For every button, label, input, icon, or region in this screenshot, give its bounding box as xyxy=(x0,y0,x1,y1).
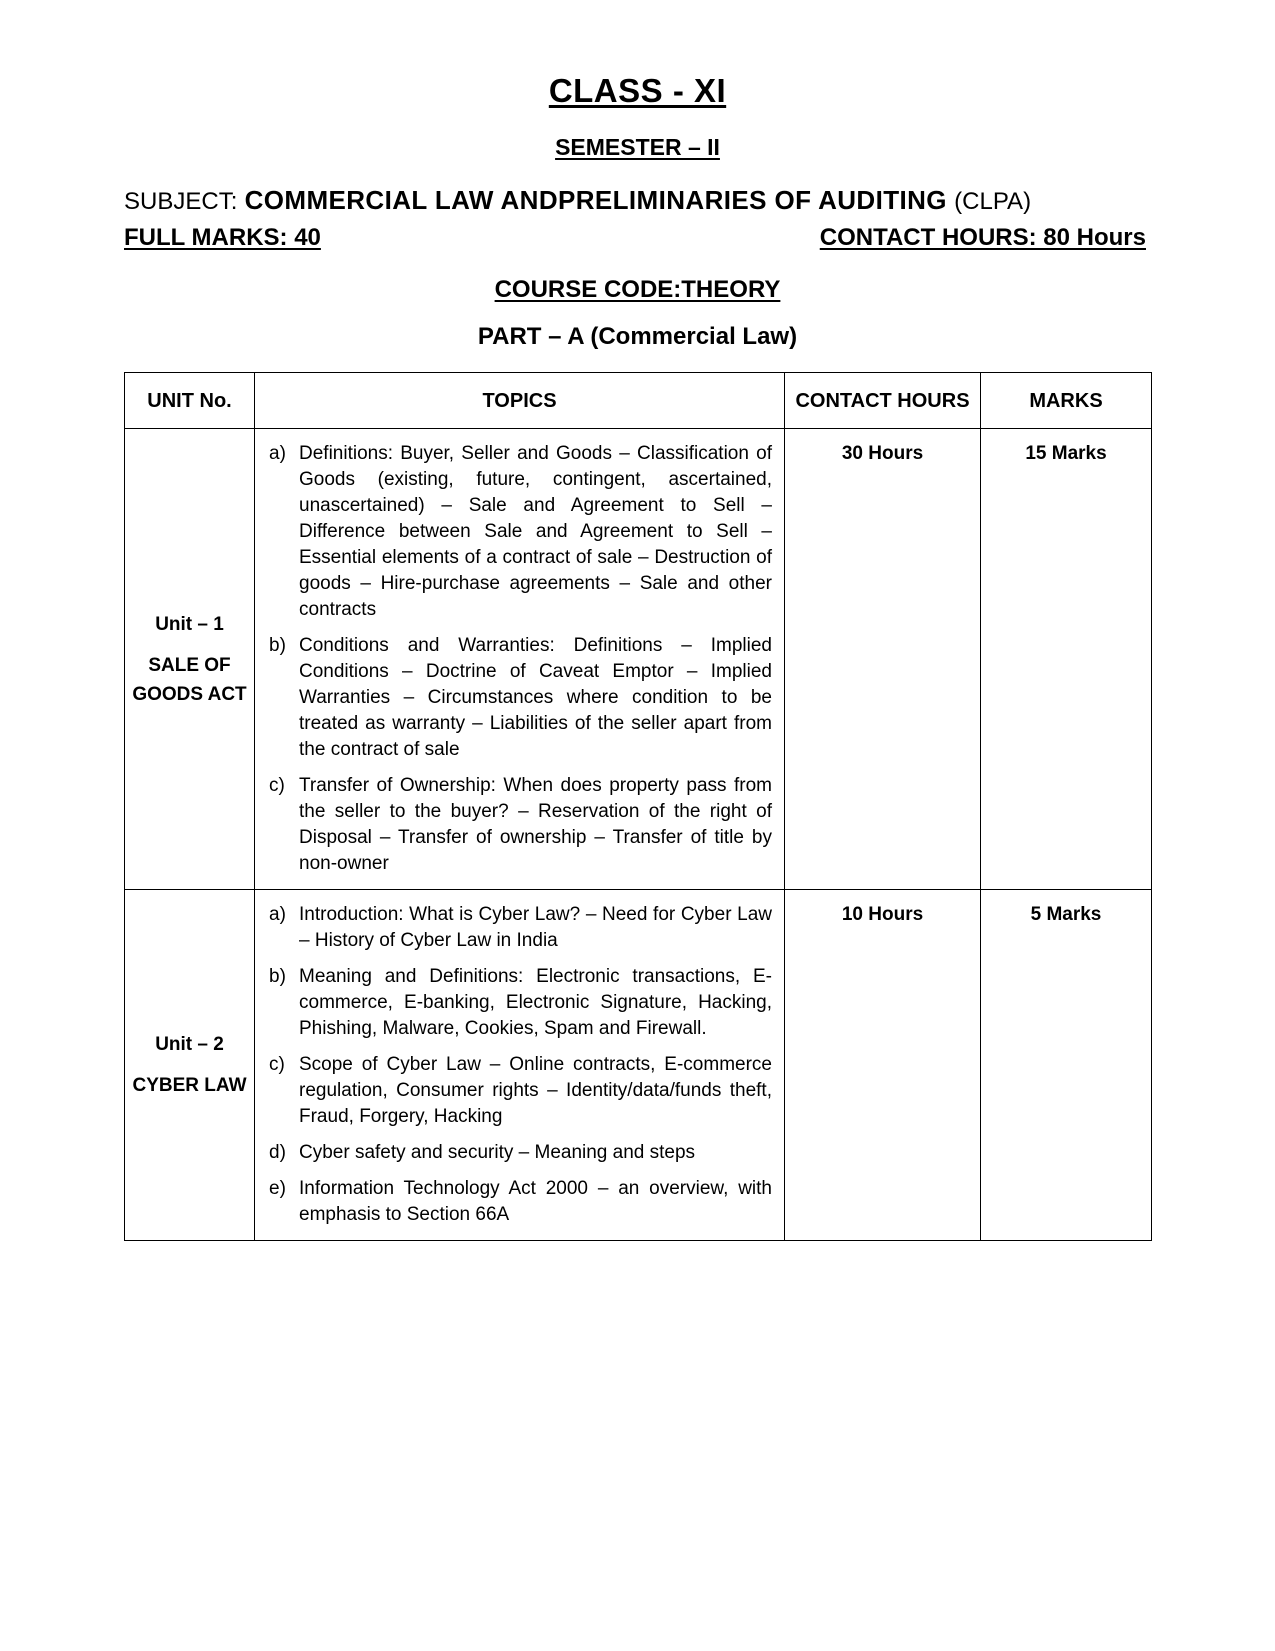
topic-letter: e) xyxy=(269,1178,286,1199)
class-title: CLASS - XI xyxy=(548,72,727,109)
table-row xyxy=(125,429,1152,890)
unit-cell xyxy=(125,890,255,1241)
topic-letter: c) xyxy=(269,775,285,796)
unit-number: Unit – 1 xyxy=(155,613,224,635)
full-marks: FULL MARKS: 40 xyxy=(124,224,321,251)
topic-text: Meaning and Definitions: Electronic transactions, E-commerce, E-banking, Electronic Signature, Hacking, Phishing, Malware, Cookies, Spam and Firewall. xyxy=(299,966,772,1039)
subject-line xyxy=(124,185,1164,216)
topic-letter: c) xyxy=(269,1054,285,1075)
column-header-topics: TOPICS xyxy=(255,373,785,429)
syllabus-table xyxy=(124,372,1152,1241)
topic-text: Scope of Cyber Law – Online contracts, E-commerce regulation, Consumer rights – Identity/data/funds theft, Fraud, Forgery, Hacking xyxy=(299,1054,772,1127)
topic-text: Definitions: Buyer, Seller and Goods – Classification of Goods (existing, future, contingent, ascertained, unascertained) – Sale and Agreement to Sell – Difference between Sale and Agreement to Sell – Essential elements of a contract of sale – Destruction of goods – Hire-purchase agreements – Sale and other contracts xyxy=(299,443,772,620)
topic-item xyxy=(269,1052,772,1130)
unit-cell xyxy=(125,429,255,890)
topic-letter: a) xyxy=(269,904,286,925)
topic-text: Conditions and Warranties: Definitions – Implied Conditions – Doctrine of Caveat Emptor – Implied Warranties – Circumstances where condition to be treated as warranty – Liabilities of the seller apart from the contract of sale xyxy=(299,635,772,760)
topic-item xyxy=(269,773,772,877)
subject-code: (CLPA) xyxy=(954,188,1032,215)
contact-hours-cell: 10 Hours xyxy=(785,890,981,1241)
column-header-marks: MARKS xyxy=(981,373,1152,429)
topic-item xyxy=(269,902,772,954)
topic-letter: a) xyxy=(269,443,286,464)
unit-number: Unit – 2 xyxy=(155,1034,224,1055)
unit-name-line2: GOODS ACT xyxy=(132,683,247,705)
column-header-unit: UNIT No. xyxy=(125,373,255,429)
course-code: COURSE CODE:THEORY xyxy=(494,276,781,303)
topic-text: Information Technology Act 2000 – an overview, with emphasis to Section 66A xyxy=(299,1178,772,1225)
topic-item xyxy=(269,441,772,623)
topic-letter: d) xyxy=(269,1142,286,1163)
subject-label: SUBJECT: xyxy=(124,188,238,215)
topic-item xyxy=(269,1140,772,1166)
unit-name-line1: CYBER LAW xyxy=(132,1075,247,1096)
topic-text: Introduction: What is Cyber Law? – Need for Cyber Law – History of Cyber Law in India xyxy=(299,904,772,951)
unit-name-line1: SALE OF xyxy=(148,654,231,676)
marks-cell: 5 Marks xyxy=(981,890,1152,1241)
marks-hours-line xyxy=(124,224,1146,252)
topics-cell xyxy=(255,890,785,1241)
column-header-contact-hours: CONTACT HOURS xyxy=(785,373,981,429)
table-header-row xyxy=(125,373,1152,429)
part-title: PART – A (Commercial Law) xyxy=(477,323,798,350)
topic-letter: b) xyxy=(269,635,286,656)
topic-text: Cyber safety and security – Meaning and steps xyxy=(299,1142,696,1163)
topic-letter: b) xyxy=(269,966,286,987)
contact-hours-total: CONTACT HOURS: 80 Hours xyxy=(819,224,1146,251)
marks-cell: 15 Marks xyxy=(981,429,1152,890)
table-row xyxy=(125,890,1152,1241)
subject-name: COMMERCIAL LAW ANDPRELIMINARIES OF AUDITING xyxy=(244,185,947,215)
topic-item xyxy=(269,1176,772,1228)
topic-text: Transfer of Ownership: When does property pass from the seller to the buyer? – Reservation of the right of Disposal – Transfer of ownership – Transfer of title by non-owner xyxy=(299,775,772,874)
topic-item xyxy=(269,964,772,1042)
topics-cell xyxy=(255,429,785,890)
contact-hours-cell: 30 Hours xyxy=(785,429,981,890)
topic-item xyxy=(269,633,772,763)
semester-title: SEMESTER – II xyxy=(555,134,720,160)
